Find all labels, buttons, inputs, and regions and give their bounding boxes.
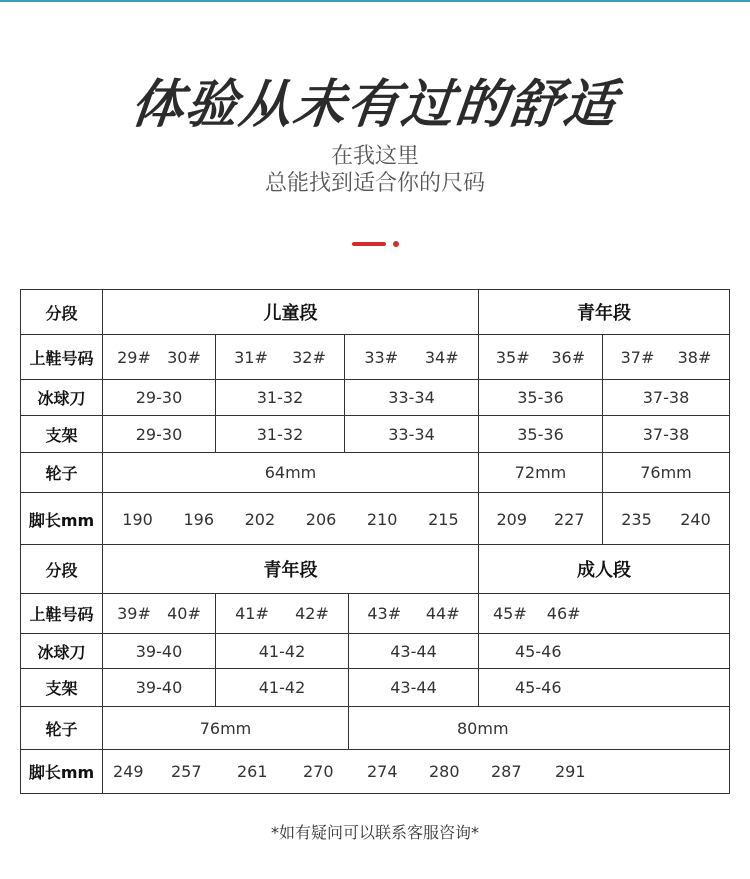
- foot-length-value: 206: [305, 509, 337, 529]
- foot-length-value: 215: [428, 509, 459, 529]
- table-cell: [479, 594, 729, 633]
- table-cell: 76mm: [103, 707, 349, 749]
- table-cell: [216, 335, 345, 379]
- table-cell: [103, 750, 729, 793]
- table-cell: [345, 335, 479, 379]
- row-label-wheel: 轮子: [21, 453, 103, 492]
- group-teen: 青年段: [103, 545, 479, 593]
- foot-length-value: 235: [621, 509, 652, 529]
- foot-length-value: 270: [303, 762, 334, 781]
- group-teen: 青年段: [577, 303, 631, 324]
- table-cell: [603, 493, 729, 545]
- foot-length-value: 257: [171, 762, 202, 781]
- table-cell: 35-36: [479, 380, 603, 415]
- table-cell: 33-34: [345, 380, 479, 415]
- row-label-foot-length: 脚长mm: [21, 750, 103, 793]
- table-cell: 64mm: [103, 453, 479, 492]
- table-row: [21, 707, 729, 750]
- size-value: 30#: [167, 347, 201, 367]
- table-cell: [349, 594, 479, 633]
- table-row: [21, 669, 729, 707]
- table-cell: 39-40: [103, 669, 216, 706]
- size-value: 34#: [424, 347, 459, 367]
- table-cell: 41-42: [216, 669, 349, 706]
- size-value: 42#: [295, 604, 329, 623]
- table-row: [21, 545, 729, 594]
- row-label-frame: 支架: [21, 416, 103, 452]
- foot-length-value: 287: [491, 762, 522, 781]
- table-cell: 37-38: [642, 424, 690, 444]
- foot-length-value: 261: [237, 762, 268, 781]
- table-row: [21, 453, 729, 493]
- size-table-1: [20, 289, 730, 545]
- foot-length-value: 210: [366, 509, 398, 529]
- table-cell: 29-30: [103, 380, 216, 415]
- table-row: [21, 290, 729, 335]
- table-cell: [216, 594, 349, 633]
- segment-label: 分段: [21, 545, 103, 593]
- size-value: 32#: [292, 347, 326, 367]
- table-cell: 45-46: [515, 641, 562, 661]
- size-value: 39#: [117, 604, 151, 623]
- size-value: 40#: [167, 604, 201, 623]
- group-children: 儿童段: [103, 290, 479, 334]
- footer-note: *如有疑问可以联系客服咨询*: [270, 823, 479, 842]
- table-cell: 31-32: [216, 416, 345, 452]
- group-adult: 成人段: [577, 560, 631, 581]
- size-value: 36#: [551, 347, 586, 367]
- foot-length-value: 240: [680, 509, 711, 529]
- table-cell: [103, 594, 216, 633]
- size-value: 46#: [546, 604, 581, 623]
- top-accent-line: [0, 0, 750, 2]
- foot-length-value: 291: [555, 762, 586, 781]
- table-row: [21, 380, 729, 416]
- foot-length-value: 202: [244, 509, 276, 529]
- foot-length-value: 280: [429, 762, 460, 781]
- size-value: 43#: [367, 604, 402, 623]
- table-cell: 43-44: [349, 669, 479, 706]
- table-cell: 33-34: [345, 416, 479, 452]
- foot-length-value: 196: [183, 509, 214, 529]
- size-value: 38#: [677, 347, 712, 367]
- table-cell: 76mm: [640, 463, 692, 482]
- row-label-blade: 冰球刀: [21, 634, 103, 668]
- table-cell: 31-32: [216, 380, 345, 415]
- size-value: 41#: [235, 604, 269, 623]
- size-value: 31#: [234, 347, 268, 367]
- foot-length-value: 249: [113, 762, 144, 781]
- table-row: [21, 416, 729, 453]
- size-value: 45#: [493, 604, 527, 623]
- accent-dot: [393, 241, 399, 247]
- subtitle-line-2: 总能找到适合你的尺码: [264, 171, 485, 196]
- foot-length-value: 227: [553, 509, 585, 529]
- foot-length-value: 274: [367, 762, 398, 781]
- row-label-shoe-size: 上鞋号码: [21, 335, 103, 379]
- foot-length-value: 209: [496, 509, 528, 529]
- size-value: 44#: [425, 604, 460, 623]
- subtitle-line-1: 在我这里: [330, 144, 419, 169]
- row-label-wheel: 轮子: [21, 707, 103, 749]
- table-cell: 45-46: [515, 678, 562, 697]
- size-value: 33#: [364, 347, 399, 367]
- table-cell: 72mm: [479, 453, 603, 492]
- size-value: 37#: [620, 347, 655, 367]
- headline: 体验从未有过的舒适: [128, 75, 621, 135]
- table-row: [21, 634, 729, 669]
- table-row: [21, 493, 729, 545]
- size-table-2: [20, 544, 730, 794]
- foot-length-value: 190: [122, 509, 153, 529]
- segment-label: 分段: [21, 290, 103, 334]
- size-value: 35#: [495, 347, 530, 367]
- table-cell: 37-38: [642, 388, 690, 407]
- table-cell: 80mm: [457, 718, 509, 738]
- table-cell: [103, 335, 216, 379]
- row-label-shoe-size: 上鞋号码: [21, 594, 103, 633]
- table-row: [21, 335, 729, 380]
- table-cell: 35-36: [479, 416, 603, 452]
- table-row: [21, 594, 729, 634]
- table-cell: [479, 493, 603, 545]
- table-cell: [479, 335, 603, 379]
- accent-dash: [352, 242, 386, 246]
- table-cell: 29-30: [103, 416, 216, 452]
- table-cell: 43-44: [349, 634, 479, 668]
- table-cell: 41-42: [216, 634, 349, 668]
- size-value: 29#: [117, 347, 151, 367]
- row-label-frame: 支架: [21, 669, 103, 706]
- table-cell: 39-40: [103, 634, 216, 668]
- table-cell: [103, 493, 479, 545]
- row-label-foot-length: 脚长mm: [21, 493, 103, 545]
- table-row: [21, 750, 729, 793]
- row-label-blade: 冰球刀: [21, 380, 103, 415]
- table-cell: [603, 335, 729, 379]
